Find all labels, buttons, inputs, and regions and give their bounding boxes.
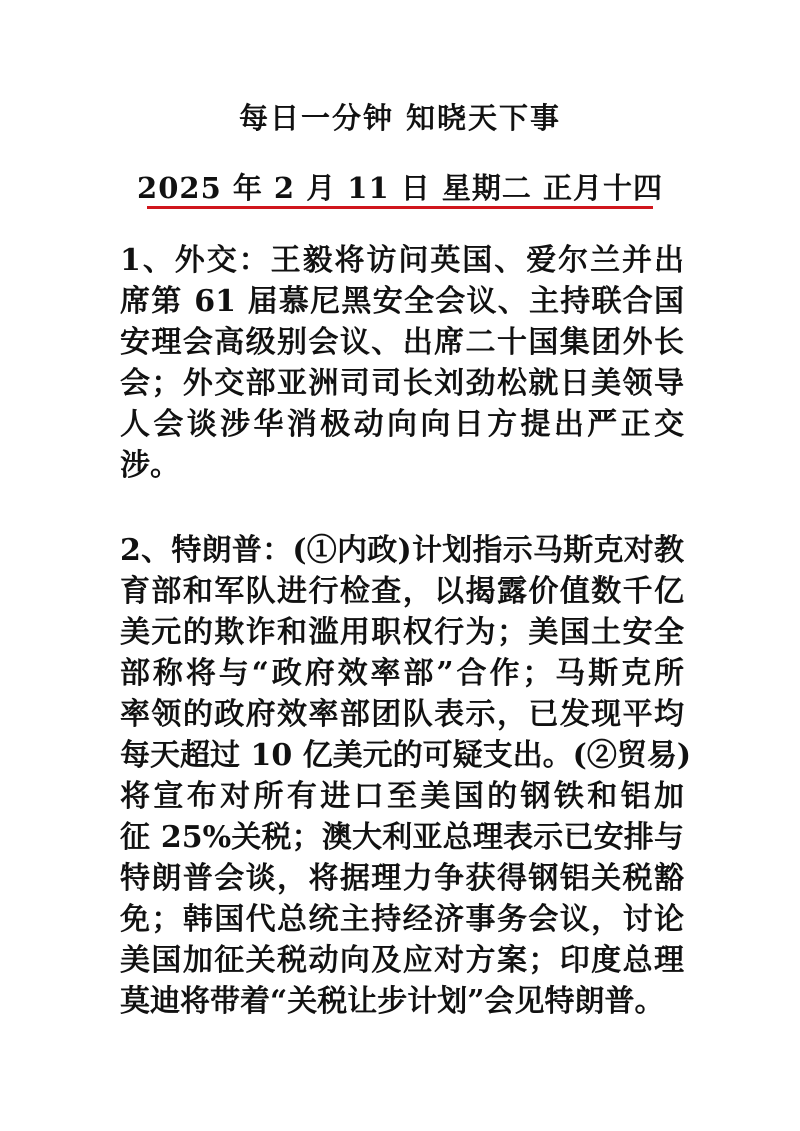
text-line: 人会谈涉华消极动向向日方提出严正交 [120, 407, 684, 442]
text-line: 育部和军队进行检查，以揭露价值数千亿 [120, 574, 684, 609]
text-line: 涉。 [120, 448, 180, 483]
text-line: 会；外交部亚洲司司长刘劲松就日美领导 [120, 366, 684, 401]
text-line: 莫迪将带着“关税让步计划”会见特朗普。 [120, 984, 665, 1019]
date-line: 2025 年 2 月 11 日 星期二 正月十四 [137, 171, 663, 205]
text-line: 征 25%关税；澳大利亚总理表示已安排与 [120, 820, 684, 855]
red-divider [147, 206, 653, 209]
text-line: 免；韩国代总统主持经济事务会议，讨论 [120, 902, 684, 937]
text-line: 1、外交：王毅将访问英国、爱尔兰并出 [120, 243, 684, 278]
text-line: 美国加征关税动向及应对方案；印度总理 [120, 943, 684, 978]
text-line: 率领的政府效率部团队表示，已发现平均 [120, 697, 684, 732]
text-line: 部称将与“政府效率部”合作；马斯克所 [120, 656, 684, 691]
news-item-1 [120, 240, 684, 486]
text-line: 安理会高级别会议、出席二十国集团外长 [120, 325, 684, 360]
text-line: 2、特朗普：(①内政)计划指示马斯克对教 [120, 533, 684, 568]
text-line: 每天超过 10 亿美元的可疑支出。(②贸易) [120, 738, 692, 773]
text-line: 将宣布对所有进口至美国的钢铁和铝加 [120, 779, 684, 814]
news-item-2 [120, 530, 692, 1022]
text-line: 特朗普会谈，将据理力争获得钢铝关税豁 [120, 861, 684, 896]
text-line: 美元的欺诈和滥用职权行为；美国土安全 [120, 615, 684, 650]
page-title: 每日一分钟 知晓天下事 [238, 101, 562, 135]
text-line: 席第 61 届慕尼黑安全会议、主持联合国 [120, 284, 684, 319]
